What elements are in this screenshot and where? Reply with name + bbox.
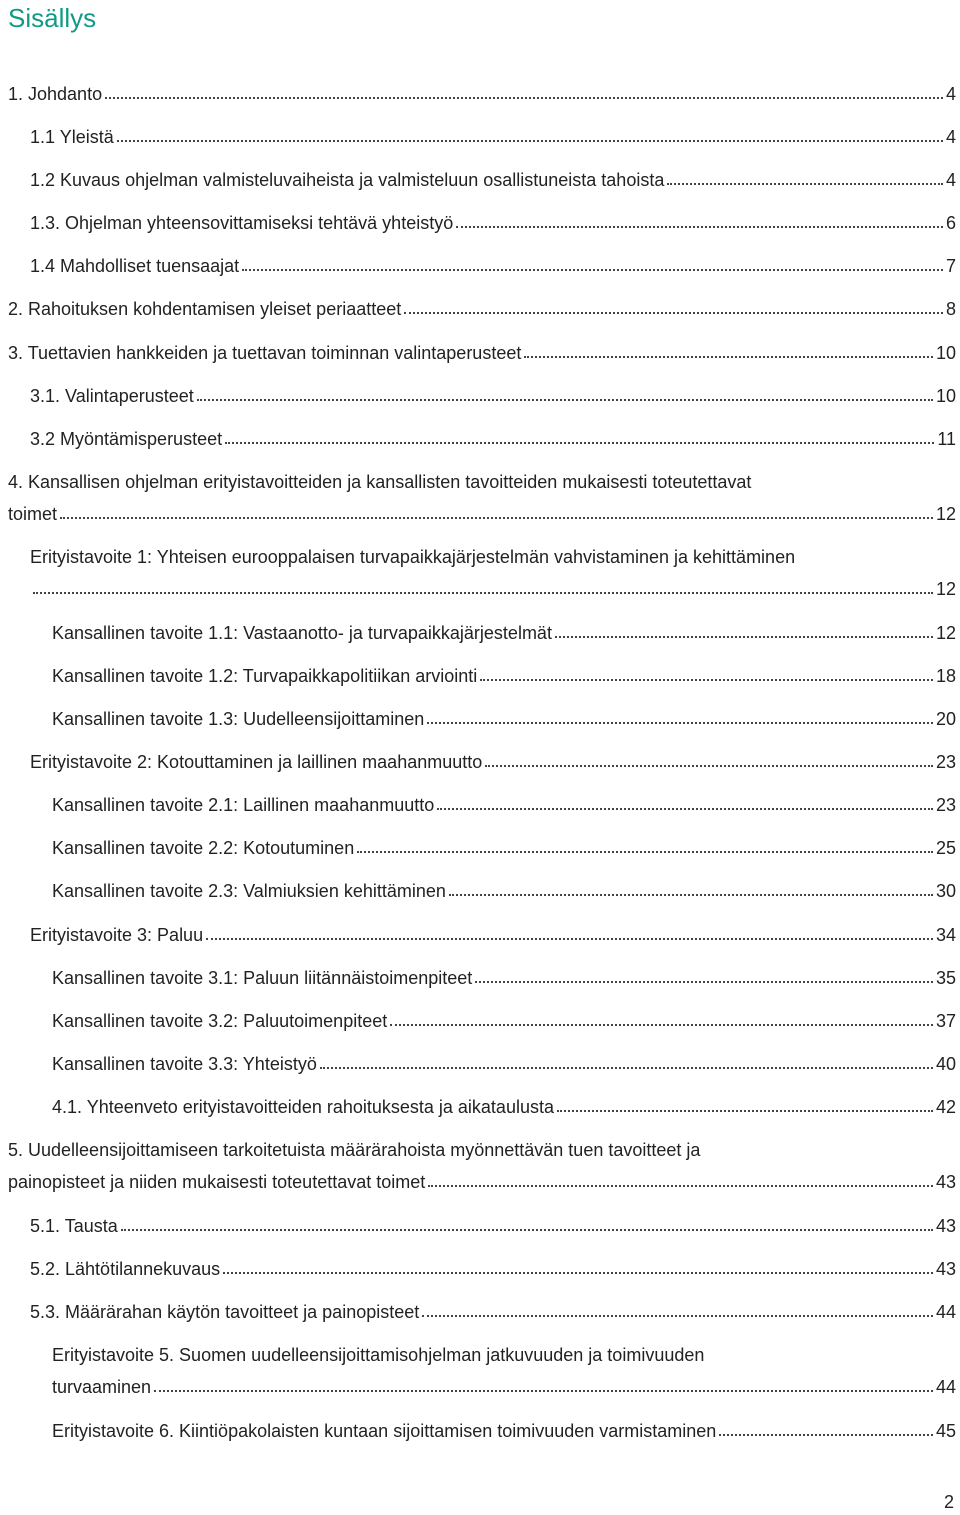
toc-entry[interactable] bbox=[52, 707, 956, 731]
dot-leader bbox=[480, 668, 933, 682]
toc-entry[interactable] bbox=[30, 750, 956, 774]
toc-entry-page: 10 bbox=[935, 386, 956, 406]
toc-entry-label: 3. Tuettavien hankkeiden ja tuettavan toiminnan valintaperusteet bbox=[8, 343, 522, 363]
toc-entry-label: 1.2 Kuvaus ohjelman valmisteluvaiheista ja valmisteluun osallistuneista tahoista bbox=[30, 170, 665, 190]
toc-entry[interactable] bbox=[8, 341, 956, 365]
toc-entry[interactable] bbox=[52, 1095, 956, 1119]
toc-entry-page: 30 bbox=[935, 881, 956, 901]
toc-entry[interactable] bbox=[52, 1009, 956, 1033]
dot-leader bbox=[422, 1304, 933, 1318]
toc-entry-page: 10 bbox=[935, 343, 956, 363]
toc-entry[interactable] bbox=[8, 1134, 956, 1198]
toc-entry[interactable] bbox=[52, 664, 956, 688]
toc-entry[interactable] bbox=[30, 211, 956, 235]
dot-leader bbox=[485, 754, 933, 768]
toc-entry-page: 23 bbox=[935, 795, 956, 815]
toc-entry[interactable] bbox=[52, 966, 956, 990]
toc-entry-page: 34 bbox=[935, 925, 956, 945]
toc-entry[interactable] bbox=[30, 1300, 956, 1324]
toc-entry-label: Kansallinen tavoite 1.2: Turvapaikkapolitiikan arviointi bbox=[52, 666, 478, 686]
dot-leader bbox=[320, 1056, 933, 1070]
toc-entry-page: 4 bbox=[945, 84, 956, 104]
toc-entry-label: 3.2 Myöntämisperusteet bbox=[30, 429, 223, 449]
dot-leader bbox=[524, 345, 933, 359]
toc-entry[interactable] bbox=[30, 168, 956, 192]
toc-entry-page: 42 bbox=[935, 1097, 956, 1117]
toc-entry-label: 5.3. Määrärahan käytön tavoitteet ja painopisteet bbox=[30, 1302, 420, 1322]
dot-leader bbox=[555, 625, 933, 639]
dot-leader bbox=[206, 927, 933, 941]
toc-entry-label: Kansallinen tavoite 2.2: Kotoutuminen bbox=[52, 838, 355, 858]
toc-entry-label: 4.1. Yhteenveto erityistavoitteiden rahoituksesta ja aikataulusta bbox=[52, 1097, 554, 1117]
dot-leader bbox=[437, 797, 933, 811]
toc-entry-label: Kansallinen tavoite 1.3: Uudelleensijoittaminen bbox=[52, 709, 425, 729]
toc-entry-page: 6 bbox=[945, 213, 956, 233]
toc-entry-label: Kansallinen tavoite 3.1: Paluun liitännäistoimenpiteet bbox=[52, 968, 473, 988]
dot-leader bbox=[33, 581, 933, 595]
dot-leader bbox=[449, 883, 933, 897]
toc-entry-label: 5.1. Tausta bbox=[30, 1216, 118, 1236]
toc-entry[interactable] bbox=[8, 82, 956, 106]
toc-entry-label: Kansallinen tavoite 1.1: Vastaanotto- ja turvapaikkajärjestelmät bbox=[52, 623, 552, 643]
toc-entry[interactable] bbox=[8, 466, 956, 530]
dot-leader bbox=[428, 1174, 933, 1188]
toc-entry-page: 44 bbox=[935, 1302, 956, 1322]
dot-leader bbox=[60, 506, 933, 520]
toc-entry-label: 2. Rahoituksen kohdentamisen yleiset periaatteet bbox=[8, 299, 402, 319]
toc-entry-page: 43 bbox=[935, 1172, 956, 1192]
toc-entry-page: 11 bbox=[937, 429, 956, 449]
toc-entry[interactable] bbox=[30, 384, 956, 408]
dot-leader bbox=[121, 1218, 933, 1232]
toc-entry-page: 44 bbox=[935, 1377, 956, 1397]
dot-leader bbox=[117, 129, 943, 143]
toc-entry[interactable] bbox=[52, 793, 956, 817]
toc-entry-label: Erityistavoite 3: Paluu bbox=[30, 925, 204, 945]
toc-entry-label: Kansallinen tavoite 2.1: Laillinen maahanmuutto bbox=[52, 795, 435, 815]
toc-entry-label: 1.3. Ohjelman yhteensovittamiseksi tehtävä yhteistyö bbox=[30, 213, 454, 233]
toc-entry-label-cont: toimet bbox=[8, 504, 58, 524]
toc-entry-page: 4 bbox=[945, 170, 956, 190]
toc-entry[interactable] bbox=[52, 879, 956, 903]
toc-entry-label-cont: turvaaminen bbox=[52, 1377, 152, 1397]
toc-entry[interactable] bbox=[52, 621, 956, 645]
toc-entry-label: 1.1 Yleistä bbox=[30, 127, 114, 147]
dot-leader bbox=[223, 1261, 933, 1275]
page-title: Sisällys bbox=[8, 3, 97, 33]
toc-entry-page: 12 bbox=[935, 623, 956, 643]
dot-leader bbox=[404, 301, 943, 315]
toc-entry-page: 25 bbox=[935, 838, 956, 858]
toc-entry-page: 43 bbox=[935, 1259, 956, 1279]
dot-leader bbox=[357, 840, 933, 854]
toc-entry-page: 7 bbox=[945, 256, 956, 276]
dot-leader bbox=[475, 970, 933, 984]
toc-entry-label: Erityistavoite 1: Yhteisen eurooppalaisen turvapaikkajärjestelmän vahvistaminen ja kehittäminen bbox=[30, 547, 796, 567]
dot-leader bbox=[719, 1423, 933, 1437]
toc-entry-label: Erityistavoite 2: Kotouttaminen ja laillinen maahanmuutto bbox=[30, 752, 483, 772]
toc-entry-label-cont: painopisteet ja niiden mukaisesti toteutettavat toimet bbox=[8, 1172, 426, 1192]
dot-leader bbox=[557, 1099, 933, 1113]
dot-leader bbox=[667, 172, 943, 186]
dot-leader bbox=[197, 388, 933, 402]
toc-entry[interactable] bbox=[30, 923, 956, 947]
toc-entry[interactable] bbox=[30, 1257, 956, 1281]
toc-entry[interactable] bbox=[52, 1052, 956, 1076]
toc-entry-label: Kansallinen tavoite 2.3: Valmiuksien kehittäminen bbox=[52, 881, 446, 901]
dot-leader bbox=[105, 86, 943, 100]
toc-entry[interactable] bbox=[30, 427, 956, 451]
toc-entry-page: 37 bbox=[935, 1011, 956, 1031]
dot-leader bbox=[154, 1379, 933, 1393]
toc-entry-label: Kansallinen tavoite 3.2: Paluutoimenpiteet bbox=[52, 1011, 388, 1031]
dot-leader bbox=[390, 1013, 933, 1027]
toc-entry-page: 12 bbox=[935, 504, 956, 524]
toc-entry-page: 12 bbox=[935, 579, 956, 599]
toc-entry-page: 4 bbox=[945, 127, 956, 147]
toc-entry-label: 1.4 Mahdolliset tuensaajat bbox=[30, 256, 240, 276]
toc-entry-page: 35 bbox=[935, 968, 956, 988]
toc-entry-label: 3.1. Valintaperusteet bbox=[30, 386, 194, 406]
toc-entry-page: 45 bbox=[935, 1421, 956, 1441]
toc-entry[interactable] bbox=[8, 297, 956, 321]
dot-leader bbox=[225, 431, 934, 445]
toc-entry[interactable] bbox=[30, 541, 956, 605]
dot-leader bbox=[427, 711, 933, 725]
dot-leader bbox=[456, 215, 943, 229]
toc-entry-label: Erityistavoite 6. Kiintiöpakolaisten kuntaan sijoittamisen toimivuuden varmistaminen bbox=[52, 1421, 717, 1441]
toc-entry[interactable] bbox=[30, 1214, 956, 1238]
toc-entry-page: 20 bbox=[935, 709, 956, 729]
toc-entry-label: 1. Johdanto bbox=[8, 84, 103, 104]
toc-entry-label: 5.2. Lähtötilannekuvaus bbox=[30, 1259, 221, 1279]
toc-entry-page: 8 bbox=[945, 299, 956, 319]
page-number: 2 bbox=[943, 1492, 954, 1512]
toc-entry-page: 40 bbox=[935, 1054, 956, 1074]
toc-entry[interactable] bbox=[30, 254, 956, 278]
toc-entry-page: 18 bbox=[935, 666, 956, 686]
toc-entry[interactable] bbox=[30, 125, 956, 149]
toc-entry[interactable] bbox=[52, 1339, 956, 1403]
dot-leader bbox=[242, 258, 943, 272]
toc-entry-label: 4. Kansallisen ohjelman erityistavoitteiden ja kansallisten tavoitteiden mukaisesti toteutettavat bbox=[8, 472, 752, 492]
toc-entry-page: 23 bbox=[935, 752, 956, 772]
toc-entry-label: Erityistavoite 5. Suomen uudelleensijoittamisohjelman jatkuvuuden ja toimivuuden bbox=[52, 1345, 705, 1365]
toc-entry[interactable] bbox=[52, 836, 956, 860]
toc-entry-label: 5. Uudelleensijoittamiseen tarkoitetuista määrärahoista myönnettävän tuen tavoitteet ja bbox=[8, 1140, 701, 1160]
toc-entry-label: Kansallinen tavoite 3.3: Yhteistyö bbox=[52, 1054, 317, 1074]
toc-entry-page: 43 bbox=[935, 1216, 956, 1236]
toc-entry[interactable] bbox=[52, 1419, 956, 1443]
